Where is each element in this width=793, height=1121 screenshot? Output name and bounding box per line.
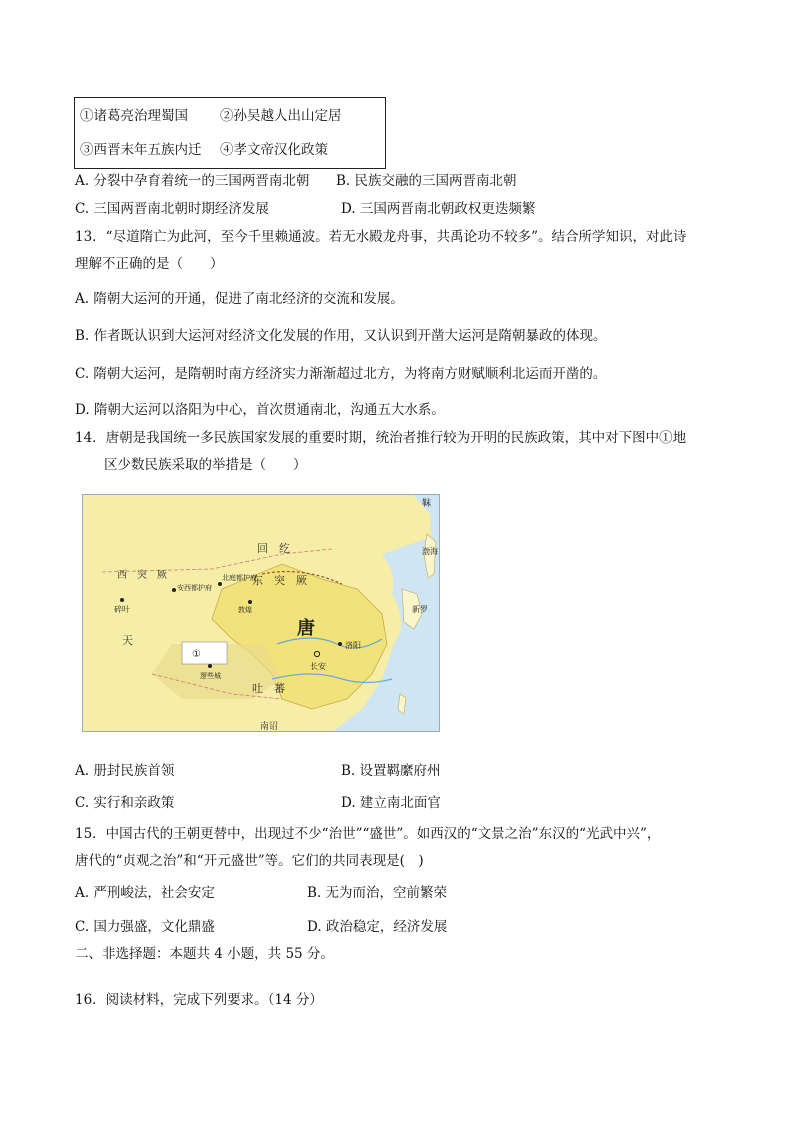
- label-suiye: 碎叶: [114, 605, 130, 614]
- section-2-heading: 二、非选择题：本题共 4 小题，共 55 分。: [75, 946, 334, 962]
- q15-option-b: B. 无为而治，空前繁荣: [307, 885, 448, 901]
- label-tubo: 吐 蕃: [252, 682, 285, 695]
- q14-option-a: A. 册封民族首领: [75, 763, 175, 779]
- q16-stem: 16．阅读材料，完成下列要求。（14 分）: [75, 992, 323, 1008]
- q13-option-a: A. 隋朝大运河的开通，促进了南北经济的交流和发展。: [75, 291, 404, 307]
- q13-option-d: D. 隋朝大运河以洛阳为中心，首次贯通南北，沟通五大水系。: [75, 402, 445, 418]
- anxi-dot: [172, 588, 176, 592]
- label-luoyang: 洛阳: [345, 641, 361, 650]
- q14-stem-line1: 14．唐朝是我国统一多民族国家发展的重要时期，统治者推行较为开明的民族政策，其中对下图中①地: [75, 430, 687, 446]
- q15-option-a: A. 严刑峻法，社会安定: [75, 885, 215, 901]
- q14-option-c: C. 实行和亲政策: [75, 795, 175, 811]
- label-luoxie: 逻些城: [200, 672, 221, 680]
- tang-dynasty-map: [82, 494, 440, 732]
- q12-option-c: C. 三国两晋南北朝时期经济发展: [75, 201, 269, 217]
- label-anxi: 安西都护府: [177, 584, 212, 592]
- q12-option-a: A. 分裂中孕育着统一的三国两晋南北朝: [75, 173, 310, 189]
- box-item-2: ②孙吴越人出山定居: [220, 108, 342, 124]
- q14-option-b: B. 设置羁縻府州: [341, 763, 441, 779]
- q15-option-c: C. 国力强盛，文化鼎盛: [75, 919, 215, 935]
- q14-stem-line2: 区少数民族采取的举措是（ ）: [104, 457, 307, 473]
- q13-stem-line1: 13．“尽道隋亡为此河，至今千里赖通波。若无水殿龙舟事，共禹论功不较多”。结合所学知识，对此诗: [75, 229, 687, 245]
- label-tang: 唐: [297, 618, 315, 639]
- dunhuang-dot: [248, 600, 252, 604]
- map-graphic: [82, 494, 440, 732]
- box-item-3: ③西晋末年五族内迁: [80, 142, 202, 158]
- q14-option-d: D. 建立南北面官: [341, 795, 441, 811]
- suiye-dot: [120, 598, 124, 602]
- q13-option-c: C. 隋朝大运河，是隋朝时南方经济实力渐渐超过北方，为将南方财赋顺利北运而开凿的。: [75, 366, 607, 382]
- label-nanzhao: 南诏: [260, 722, 279, 732]
- luoxie-dot: [208, 664, 212, 668]
- label-huihe: 回 纥: [257, 542, 290, 555]
- label-changan: 长安: [310, 662, 326, 671]
- label-bohai: 渤海: [422, 547, 438, 556]
- sea-southeast: [382, 644, 440, 732]
- q12-option-d: D. 三国两晋南北朝政权更迭频繁: [341, 201, 536, 217]
- box-item-4: ④孝文帝汉化政策: [220, 142, 328, 158]
- label-east-turks: 东 突 厥: [252, 574, 307, 587]
- q15-stem-line1: 15．中国古代的王朝更替中，出现过不少“治世”“盛世”。如西汉的“文景之治”东汉的“光武中兴”，: [75, 826, 661, 842]
- q15-stem-line2: 唐代的“贞观之治”和“开元盛世”等。它们的共同表现是( ): [75, 853, 424, 869]
- q13-stem-line2: 理解不正确的是（ ）: [75, 256, 224, 272]
- label-xinluo: 新罗: [412, 605, 428, 614]
- luoyang-dot: [338, 642, 342, 646]
- q15-option-d: D. 政治稳定，经济发展: [307, 919, 448, 935]
- q13-option-b: B. 作者既认识到大运河对经济文化发展的作用，又认识到开凿大运河是隋朝暴政的体现。: [75, 328, 607, 344]
- box-item-1: ①诸葛亮治理蜀国: [80, 108, 188, 124]
- region-1-box: [182, 642, 227, 664]
- q12-option-b: B. 民族交融的三国两晋南北朝: [336, 173, 517, 189]
- beiting-dot: [218, 582, 222, 586]
- label-tianzhu: 天: [122, 634, 133, 647]
- label-west-turks: 西 突 厥: [117, 570, 167, 581]
- label-region-1: ①: [192, 649, 201, 660]
- label-dunhuang: 敦煌: [238, 606, 252, 614]
- label-jie: 靺: [422, 499, 432, 509]
- label-beiting: 北庭都护府: [222, 574, 257, 582]
